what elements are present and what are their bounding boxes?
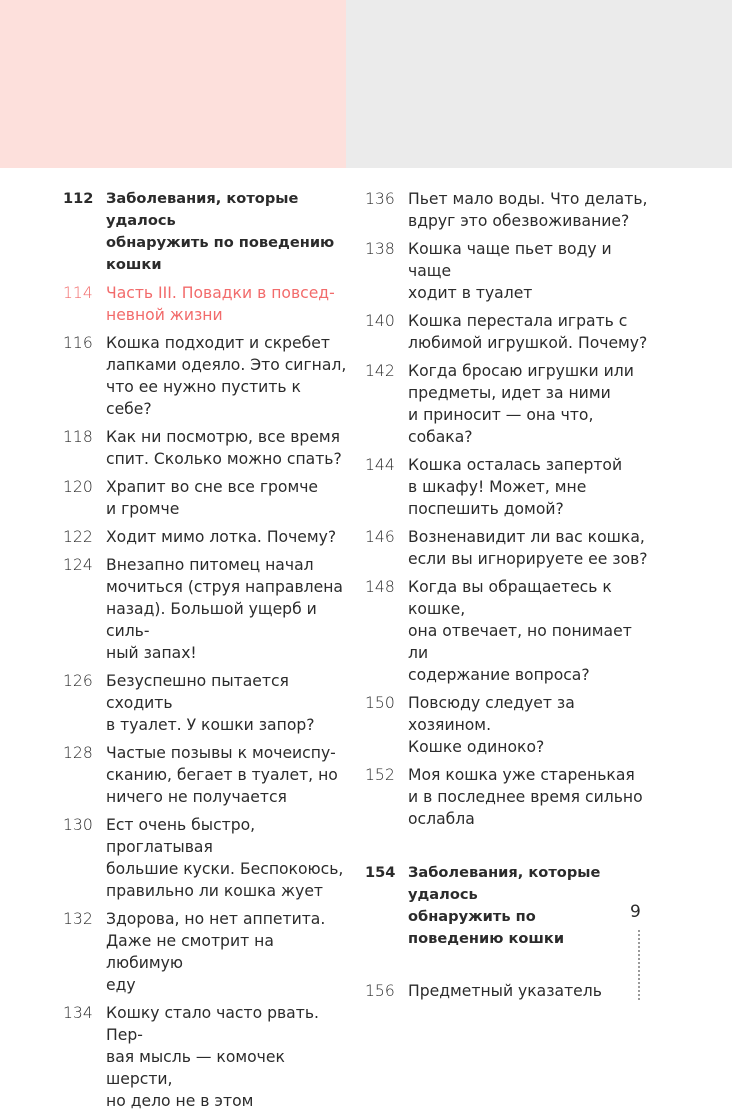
toc-page-number: 128 (63, 744, 93, 762)
toc-title: Когда бросаю игрушки или предметы, идет за ними и приносит — она что, собака? (408, 362, 634, 446)
toc-entry[interactable] (63, 1002, 348, 1112)
toc-title: Пьет мало воды. Что делать, вдруг это обезвоживание? (408, 190, 648, 230)
toc-title: Возненавидит ли вас кошка, если вы игнорируете ее зов? (408, 528, 648, 568)
toc-title: Безуспешно пытается сходить в туалет. У кошки запор? (106, 672, 315, 734)
toc-page-number: 154 (365, 864, 396, 881)
toc-entry[interactable] (365, 188, 655, 232)
toc-title: Здорова, но нет аппетита. Даже не смотрит на любимую еду (106, 910, 326, 994)
toc-page-number: 116 (63, 334, 93, 352)
toc-title: Моя кошка уже старенькая и в последнее время сильно ослабла (408, 766, 643, 828)
toc-title: Кошка подходит и скребет лапками одеяло. Это сигнал, что ее нужно пустить к себе? (106, 334, 347, 418)
toc-page-number: 120 (63, 478, 93, 496)
toc-title: Внезапно питомец начал мочиться (струя направлена назад). Большой ущерб и силь- ный запах! (106, 556, 343, 662)
toc-page-number: 134 (63, 1004, 93, 1022)
header-band-pink (0, 0, 346, 168)
toc-title: Кошка осталась запертой в шкафу! Может, мне поспешить домой? (408, 456, 623, 518)
toc-title: Часть III. Повадки в повсед- невной жизни (106, 284, 335, 324)
dotted-rule (638, 930, 640, 1000)
toc-page-number: 152 (365, 766, 395, 784)
toc-title: Кошку стало часто рвать. Пер- вая мысль — комочек шерсти, но дело не в этом (106, 1004, 319, 1110)
toc-column-right (365, 188, 655, 1008)
toc-entry[interactable] (63, 282, 348, 326)
toc-title: Кошка перестала играть с любимой игрушкой. Почему? (408, 312, 648, 352)
toc-entry[interactable] (365, 576, 655, 686)
toc-entry[interactable] (365, 526, 655, 570)
toc-entry[interactable] (365, 764, 655, 830)
toc-page-number: 150 (365, 694, 395, 712)
toc-entry[interactable] (365, 862, 655, 950)
toc-entry[interactable] (365, 360, 655, 448)
toc-entry[interactable] (365, 238, 655, 304)
toc-page-number: 130 (63, 816, 93, 834)
toc-page-number: 118 (63, 428, 93, 446)
toc-page-number: 138 (365, 240, 395, 258)
toc-title: Ест очень быстро, проглатывая большие куски. Беспокоюсь, правильно ли кошка жует (106, 816, 344, 900)
toc-title: Кошка чаще пьет воду и чаще ходит в туалет (408, 240, 612, 302)
toc-entry[interactable] (63, 476, 348, 520)
toc-entry[interactable] (63, 526, 348, 548)
toc-page-number: 132 (63, 910, 93, 928)
toc-title: Предметный указатель (408, 982, 602, 1000)
toc-entry[interactable] (365, 454, 655, 520)
toc-title: Когда вы обращаетесь к кошке, она отвечает, но понимает ли содержание вопроса? (408, 578, 632, 684)
toc-title: Как ни посмотрю, все время спит. Сколько можно спать? (106, 428, 342, 468)
toc-page-number: 112 (63, 190, 94, 207)
toc-page-number: 122 (63, 528, 93, 546)
toc-title: Заболевания, которые удалось обнаружить по поведению кошки (106, 190, 335, 273)
toc-entry[interactable] (63, 742, 348, 808)
toc-page-number: 140 (365, 312, 395, 330)
toc-entry[interactable] (63, 332, 348, 420)
page-number: 9 (630, 902, 641, 922)
toc-entry[interactable] (365, 310, 655, 354)
toc-page-number: 126 (63, 672, 93, 690)
toc-title: Ходит мимо лотка. Почему? (106, 528, 337, 546)
toc-entry[interactable] (63, 426, 348, 470)
toc-entry[interactable] (63, 554, 348, 664)
toc-page-number: 144 (365, 456, 395, 474)
toc-page-number: 136 (365, 190, 395, 208)
toc-entry[interactable] (63, 908, 348, 996)
toc-title: Храпит во сне все громче и громче (106, 478, 319, 518)
toc-title: Заболевания, которые удалось обнаружить по поведению кошки (408, 864, 601, 947)
toc-entry[interactable] (365, 692, 655, 758)
toc-page-number: 156 (365, 982, 395, 1000)
toc-entry[interactable] (63, 814, 348, 902)
toc-page-number: 124 (63, 556, 93, 574)
toc-entry[interactable] (365, 980, 655, 1002)
toc-page-number: 146 (365, 528, 395, 546)
toc-page-number: 114 (63, 284, 93, 302)
toc-page-number: 148 (365, 578, 395, 596)
toc-entry[interactable] (63, 188, 348, 276)
toc-title: Частые позывы к мочеиспу- сканию, бегает в туалет, но ничего не получается (106, 744, 338, 806)
header-band-gray (346, 0, 732, 168)
toc-entry[interactable] (63, 670, 348, 736)
toc-page-number: 142 (365, 362, 395, 380)
toc-title: Повсюду следует за хозяином. Кошке одиноко? (408, 694, 575, 756)
toc-column-left (63, 188, 348, 1118)
